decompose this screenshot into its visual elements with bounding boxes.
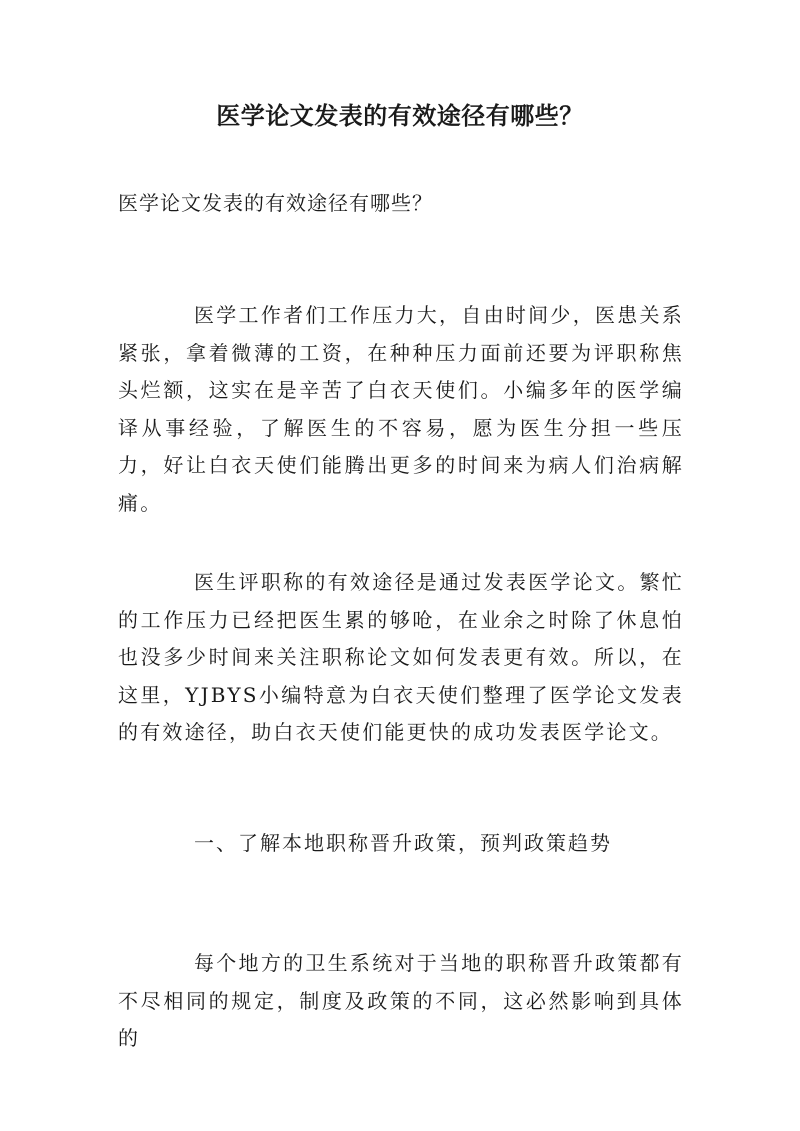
paragraph-intro: 医学工作者们工作压力大，自由时间少，医患关系紧张，拿着微薄的工资，在种种压力面前还要为评职称焦头烂额，这实在是辛苦了白衣天使们。小编多年的医学编译从事经验，了解医生的不容易，愿为医生分担一些压力，好让白衣天使们能腾出更多的时间来为病人们治病解痛。 bbox=[118, 303, 684, 515]
document-title: 医学论文发表的有效途径有哪些？ bbox=[216, 102, 584, 130]
section-heading: 一、了解本地职称晋升政策，预判政策趋势 bbox=[194, 831, 612, 855]
paragraph-policy: 每个地方的卫生系统对于当地的职称晋升政策都有不尽相同的规定，制度及政策的不同，这必然影响到具体的 bbox=[118, 951, 684, 1050]
document-subtitle: 医学论文发表的有效途径有哪些？ bbox=[118, 191, 433, 215]
paragraph-purpose: 医生评职称的有效途径是通过发表医学论文。繁忙的工作压力已经把医生累的够呛，在业余之时除了休息怕也没多少时间来关注职称论文如何发表更有效。所以，在这里，YJBYS小编特意为白衣天使们整理了医学论文发表的有效途径，助白衣天使们能更快的成功发表医学论文。 bbox=[118, 570, 684, 744]
